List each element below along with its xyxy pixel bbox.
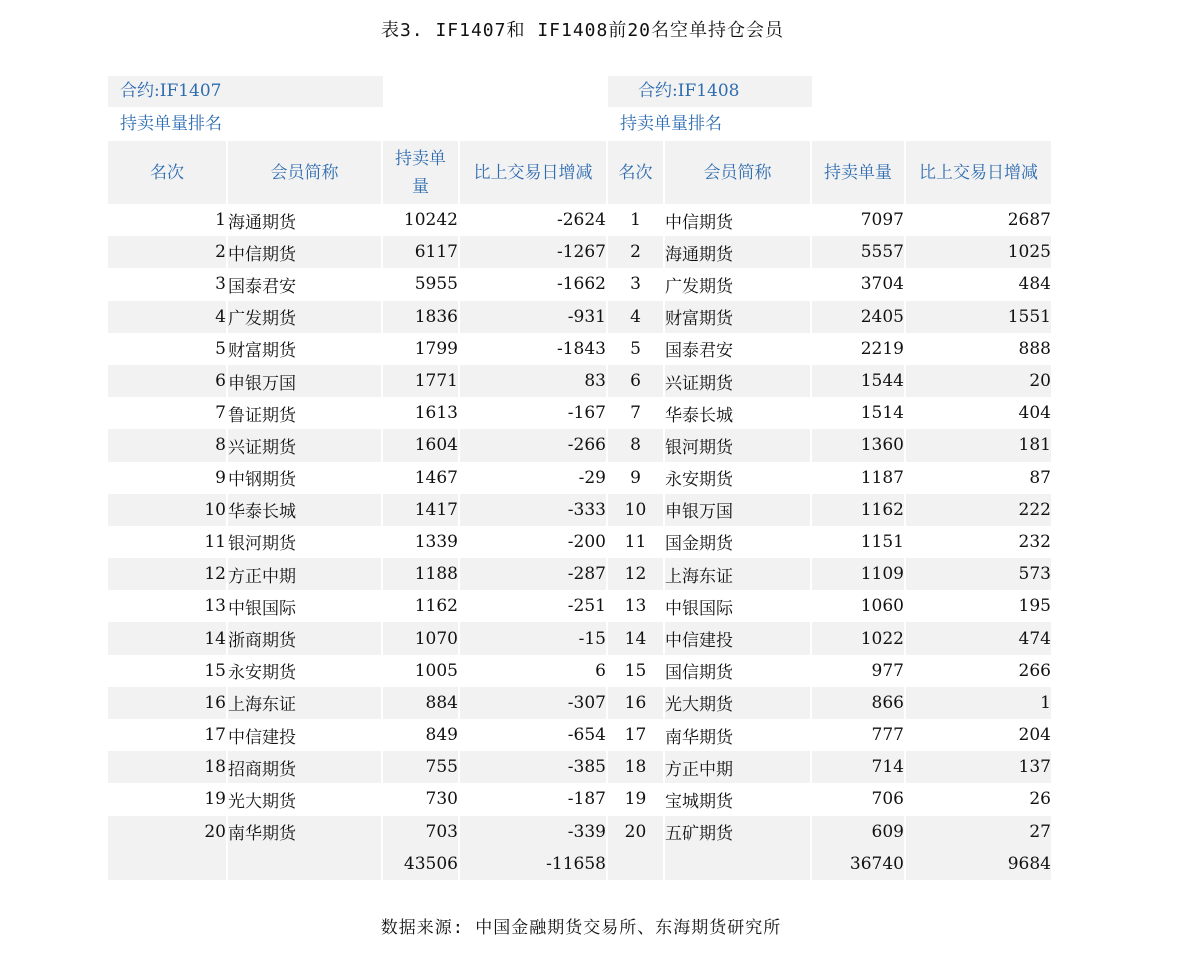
- rank-right-cell: 12: [608, 558, 665, 590]
- rank-left-cell: 8: [108, 429, 228, 461]
- change-right-cell: 204: [906, 719, 1053, 751]
- volume-left-cell: 6117: [383, 236, 460, 268]
- table-row: [108, 494, 1053, 526]
- rank-right-cell: 18: [608, 751, 665, 783]
- rank-left-cell: 2: [108, 236, 228, 268]
- rank-right-cell: 1: [608, 204, 665, 236]
- volume-left-cell: 1188: [383, 558, 460, 590]
- change-right-cell: 26: [906, 783, 1053, 815]
- volume-right-cell: 3704: [812, 268, 906, 300]
- header-sell-volume-right: 持卖单量: [812, 141, 906, 204]
- table-row: [108, 429, 1053, 461]
- total-rank-right: [608, 848, 665, 880]
- rank-right-cell: 4: [608, 301, 665, 333]
- change-left-cell: -15: [460, 622, 608, 654]
- volume-left-cell: 1005: [383, 655, 460, 687]
- contract-label-left: 合约:IF1407: [108, 76, 383, 107]
- table-row: [108, 397, 1053, 429]
- member-left-cell: 南华期货: [228, 816, 383, 848]
- volume-right-cell: 706: [812, 783, 906, 815]
- table-row: [108, 687, 1053, 719]
- rank-right-cell: 10: [608, 494, 665, 526]
- rank-right-cell: 5: [608, 333, 665, 365]
- change-right-cell: 1025: [906, 236, 1053, 268]
- change-left-cell: -2624: [460, 204, 608, 236]
- rank-right-cell: 15: [608, 655, 665, 687]
- source-note: 数据来源: 中国金融期货交易所、东海期货研究所: [380, 918, 782, 938]
- total-change-right: 9684: [906, 848, 1053, 880]
- volume-left-cell: 1836: [383, 301, 460, 333]
- member-right-cell: 中信建投: [665, 622, 812, 654]
- member-left-cell: 海通期货: [228, 204, 383, 236]
- member-left-cell: 光大期货: [228, 783, 383, 815]
- member-left-cell: 浙商期货: [228, 622, 383, 654]
- change-right-cell: 1551: [906, 301, 1053, 333]
- volume-left-cell: 5955: [383, 268, 460, 300]
- volume-left-cell: 1771: [383, 365, 460, 397]
- change-left-cell: -1662: [460, 268, 608, 300]
- table-row: [108, 268, 1053, 300]
- table-row: [108, 236, 1053, 268]
- member-left-cell: 银河期货: [228, 526, 383, 558]
- change-left-cell: -333: [460, 494, 608, 526]
- member-left-cell: 兴证期货: [228, 429, 383, 461]
- rank-right-cell: 19: [608, 783, 665, 815]
- change-left-cell: -1843: [460, 333, 608, 365]
- header-sell-volume-left: [383, 141, 460, 204]
- member-left-cell: 中钢期货: [228, 462, 383, 494]
- rank-left-cell: 6: [108, 365, 228, 397]
- member-left-cell: 方正中期: [228, 558, 383, 590]
- member-right-cell: 五矿期货: [665, 816, 812, 848]
- member-left-cell: 上海东证: [228, 687, 383, 719]
- change-left-cell: -339: [460, 816, 608, 848]
- change-left-cell: -654: [460, 719, 608, 751]
- rank-left-cell: 1: [108, 204, 228, 236]
- change-left-cell: -287: [460, 558, 608, 590]
- table-row: [108, 301, 1053, 333]
- rank-left-cell: 13: [108, 590, 228, 622]
- member-right-cell: 华泰长城: [665, 397, 812, 429]
- header-row: [108, 141, 1053, 204]
- change-left-cell: -266: [460, 429, 608, 461]
- change-left-cell: -1267: [460, 236, 608, 268]
- volume-right-cell: 1022: [812, 622, 906, 654]
- rank-right-cell: 9: [608, 462, 665, 494]
- rank-left-cell: 11: [108, 526, 228, 558]
- volume-left-cell: 1162: [383, 590, 460, 622]
- change-right-cell: 20: [906, 365, 1053, 397]
- member-left-cell: 招商期货: [228, 751, 383, 783]
- volume-left-cell: 10242: [383, 204, 460, 236]
- volume-left-cell: 1604: [383, 429, 460, 461]
- member-left-cell: 中信期货: [228, 236, 383, 268]
- change-right-cell: 1: [906, 687, 1053, 719]
- header-rank-left: 名次: [108, 141, 228, 204]
- rank-right-cell: 6: [608, 365, 665, 397]
- member-left-cell: 广发期货: [228, 301, 383, 333]
- change-right-cell: 195: [906, 590, 1053, 622]
- table-row: [108, 783, 1053, 815]
- member-right-cell: 南华期货: [665, 719, 812, 751]
- change-right-cell: 404: [906, 397, 1053, 429]
- change-right-cell: 573: [906, 558, 1053, 590]
- volume-left-cell: 1417: [383, 494, 460, 526]
- header-rank-right: 名次: [608, 141, 665, 204]
- total-member-right: [665, 848, 812, 880]
- table-row: [108, 590, 1053, 622]
- header-member-left: 会员简称: [228, 141, 383, 204]
- rank-right-cell: 17: [608, 719, 665, 751]
- volume-left-cell: 703: [383, 816, 460, 848]
- header-change-right: 比上交易日增减: [906, 141, 1053, 204]
- rank-left-cell: 19: [108, 783, 228, 815]
- member-right-cell: 财富期货: [665, 301, 812, 333]
- change-right-cell: 181: [906, 429, 1053, 461]
- volume-right-cell: 714: [812, 751, 906, 783]
- member-right-cell: 中信期货: [665, 204, 812, 236]
- member-right-cell: 永安期货: [665, 462, 812, 494]
- volume-left-cell: 1070: [383, 622, 460, 654]
- table-title: 表3. IF1407和 IF1408前20名空单持仓会员: [380, 20, 785, 41]
- header-change-left: 比上交易日增减: [460, 141, 608, 204]
- member-right-cell: 海通期货: [665, 236, 812, 268]
- member-right-cell: 中银国际: [665, 590, 812, 622]
- volume-right-cell: 1060: [812, 590, 906, 622]
- change-left-cell: -385: [460, 751, 608, 783]
- table-row: [108, 526, 1053, 558]
- change-right-cell: 888: [906, 333, 1053, 365]
- rank-right-cell: 11: [608, 526, 665, 558]
- member-right-cell: 国泰君安: [665, 333, 812, 365]
- volume-right-cell: 1151: [812, 526, 906, 558]
- member-right-cell: 宝城期货: [665, 783, 812, 815]
- table-row: [108, 558, 1053, 590]
- member-right-cell: 上海东证: [665, 558, 812, 590]
- section-label-left: 持卖单量排名: [120, 114, 222, 134]
- rank-left-cell: 10: [108, 494, 228, 526]
- volume-left-cell: 1339: [383, 526, 460, 558]
- volume-right-cell: 2405: [812, 301, 906, 333]
- table-row: [108, 622, 1053, 654]
- header-sell-volume-line1: 持卖单: [395, 148, 446, 169]
- change-right-cell: 27: [906, 816, 1053, 848]
- member-left-cell: 鲁证期货: [228, 397, 383, 429]
- total-rank-left: [108, 848, 228, 880]
- volume-right-cell: 1514: [812, 397, 906, 429]
- change-left-cell: 6: [460, 655, 608, 687]
- rank-left-cell: 17: [108, 719, 228, 751]
- member-right-cell: 光大期货: [665, 687, 812, 719]
- change-right-cell: 222: [906, 494, 1053, 526]
- volume-right-cell: 977: [812, 655, 906, 687]
- total-change-left: -11658: [460, 848, 608, 880]
- rank-left-cell: 4: [108, 301, 228, 333]
- table-row: [108, 365, 1053, 397]
- rank-left-cell: 15: [108, 655, 228, 687]
- member-left-cell: 中银国际: [228, 590, 383, 622]
- change-right-cell: 232: [906, 526, 1053, 558]
- rank-left-cell: 14: [108, 622, 228, 654]
- rank-right-cell: 3: [608, 268, 665, 300]
- rank-right-cell: 16: [608, 687, 665, 719]
- member-left-cell: 中信建投: [228, 719, 383, 751]
- rank-left-cell: 9: [108, 462, 228, 494]
- volume-right-cell: 1187: [812, 462, 906, 494]
- contract-label-right: 合约:IF1408: [608, 76, 812, 107]
- volume-right-cell: 1544: [812, 365, 906, 397]
- volume-right-cell: 866: [812, 687, 906, 719]
- member-right-cell: 兴证期货: [665, 365, 812, 397]
- volume-left-cell: 730: [383, 783, 460, 815]
- section-label-right: 持卖单量排名: [620, 114, 722, 134]
- member-left-cell: 华泰长城: [228, 494, 383, 526]
- rank-right-cell: 2: [608, 236, 665, 268]
- member-left-cell: 永安期货: [228, 655, 383, 687]
- volume-right-cell: 5557: [812, 236, 906, 268]
- volume-left-cell: 1799: [383, 333, 460, 365]
- volume-right-cell: 777: [812, 719, 906, 751]
- table-row: [108, 462, 1053, 494]
- change-right-cell: 2687: [906, 204, 1053, 236]
- volume-left-cell: 884: [383, 687, 460, 719]
- volume-left-cell: 1613: [383, 397, 460, 429]
- rank-right-cell: 7: [608, 397, 665, 429]
- volume-left-cell: 1467: [383, 462, 460, 494]
- change-left-cell: 83: [460, 365, 608, 397]
- member-right-cell: 国金期货: [665, 526, 812, 558]
- short-position-table: [108, 141, 1053, 880]
- volume-right-cell: 2219: [812, 333, 906, 365]
- change-right-cell: 474: [906, 622, 1053, 654]
- rank-left-cell: 12: [108, 558, 228, 590]
- change-right-cell: 87: [906, 462, 1053, 494]
- change-right-cell: 266: [906, 655, 1053, 687]
- member-left-cell: 国泰君安: [228, 268, 383, 300]
- table-row: [108, 655, 1053, 687]
- table-row: [108, 204, 1053, 236]
- member-left-cell: 财富期货: [228, 333, 383, 365]
- table-row: [108, 751, 1053, 783]
- change-left-cell: -167: [460, 397, 608, 429]
- rank-left-cell: 18: [108, 751, 228, 783]
- member-right-cell: 申银万国: [665, 494, 812, 526]
- total-volume-left: 43506: [383, 848, 460, 880]
- rank-right-cell: 8: [608, 429, 665, 461]
- rank-left-cell: 20: [108, 816, 228, 848]
- volume-left-cell: 755: [383, 751, 460, 783]
- rank-left-cell: 7: [108, 397, 228, 429]
- change-left-cell: -187: [460, 783, 608, 815]
- change-left-cell: -251: [460, 590, 608, 622]
- table-row: [108, 719, 1053, 751]
- total-member-left: [228, 848, 383, 880]
- member-right-cell: 广发期货: [665, 268, 812, 300]
- volume-right-cell: 1162: [812, 494, 906, 526]
- table-row: [108, 816, 1053, 848]
- rank-left-cell: 3: [108, 268, 228, 300]
- member-right-cell: 方正中期: [665, 751, 812, 783]
- table-row: [108, 333, 1053, 365]
- volume-left-cell: 849: [383, 719, 460, 751]
- total-row: [108, 848, 1053, 880]
- header-member-right: 会员简称: [665, 141, 812, 204]
- volume-right-cell: 7097: [812, 204, 906, 236]
- member-left-cell: 申银万国: [228, 365, 383, 397]
- change-left-cell: -307: [460, 687, 608, 719]
- member-right-cell: 银河期货: [665, 429, 812, 461]
- change-right-cell: 484: [906, 268, 1053, 300]
- change-left-cell: -200: [460, 526, 608, 558]
- rank-right-cell: 13: [608, 590, 665, 622]
- total-volume-right: 36740: [812, 848, 906, 880]
- change-left-cell: -29: [460, 462, 608, 494]
- rank-left-cell: 5: [108, 333, 228, 365]
- change-right-cell: 137: [906, 751, 1053, 783]
- rank-right-cell: 14: [608, 622, 665, 654]
- volume-right-cell: 1109: [812, 558, 906, 590]
- volume-right-cell: 1360: [812, 429, 906, 461]
- change-left-cell: -931: [460, 301, 608, 333]
- volume-right-cell: 609: [812, 816, 906, 848]
- header-sell-volume-line2: 量: [412, 176, 429, 197]
- rank-right-cell: 20: [608, 816, 665, 848]
- rank-left-cell: 16: [108, 687, 228, 719]
- member-right-cell: 国信期货: [665, 655, 812, 687]
